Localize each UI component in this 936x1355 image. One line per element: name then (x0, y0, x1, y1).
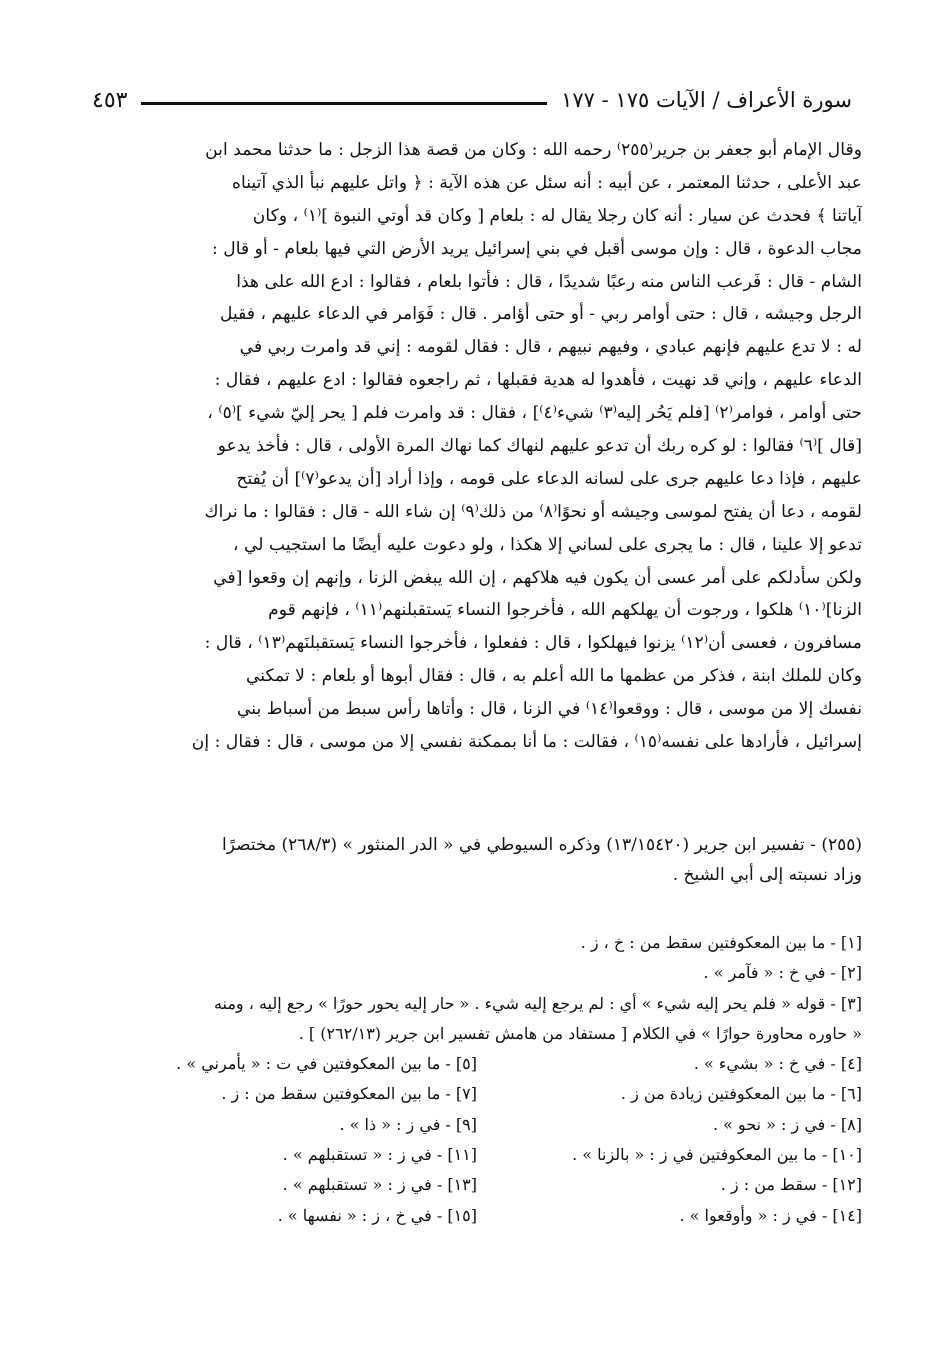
body-line: وكان للملك ابنة ، فذكر من عظمها ما الله أعلم به ، قال : فقال أبوها أو بلعام : لا تمكني (245, 666, 862, 687)
body-line: إسرائيل ، فأرادها على نفسه⁽١٥⁾ ، فقالت : ما أنا بممكنة نفسي إلا من موسى ، قال : فقال : إن (191, 732, 862, 753)
note-line: [١] - ما بين المعكوفتين سقط من : خ ، ز . (580, 933, 862, 952)
source-footnote (92, 830, 862, 890)
body-line: الزنا]⁽١٠⁾ هلكوا ، ورجوت أن يهلكهم الله ، فأخرجوا النساء يَستقبلنهم⁽١١⁾ ، فإنهم قوم (268, 600, 862, 621)
body-line: حتى أوامر ، فوامر⁽٢⁾ [فلم يَحُر إليه⁽٣⁾ شيء⁽٤⁾] ، فقال : قد وامرت فلم [ يحر إليّ شيء ]⁽٥⁾ ، (207, 403, 862, 424)
body-line: له : لا تدع عليهم فإنهم عبادي ، وفيهم نبيهم ، قال : فقال لقومه : إني قد وامرت ربي في (239, 337, 862, 358)
variant-notes (92, 928, 862, 1231)
source-footnote-line: (٢٥٥) - تفسير ابن جرير (١٣/١٥٤٢٠) وذكره السيوطي في « الدر المنثور » (٢٦٨/٣) مختصرًا (222, 835, 862, 855)
body-line: [قال ]⁽٦⁾ فقالوا : لو كره ربك أن تدعو عليهم لنهاك كما نهاك المرة الأولى ، قال : فأخذ يدعو (217, 436, 862, 457)
body-line: الرجل وجيشه ، قال : حتى أوامر ربي - أو حتى أؤامر . قال : فَوَامر في الدعاء عليهم ، فقيل (219, 304, 862, 325)
body-line: عليهم ، فإذا دعا عليهم جرى على لسانه الدعاء على قومه ، وإذا أراد [أن يدعو⁽٧⁾] أن يُفتح (236, 468, 862, 489)
body-text (92, 134, 862, 759)
body-line: لقومه ، دعا أن يفتح لموسى وجيشه أو نحوًا⁽٨⁾ من ذلك⁽٩⁾ إن شاء الله - قال : فقالوا : ما نراك (204, 501, 862, 522)
note-item: [٨] - في ز : « نحو » . (713, 1114, 862, 1134)
body-line: ولكن سأدلكم على أمر عسى أن يكون فيه هلاكهم ، إن الله يبغض الزنا ، وإنهم إن وقعوا [في (213, 567, 862, 588)
body-line: آياتنا ﴾ فحدث عن سيار : أنه كان رجلا يقال له : بلعام [ وكان قد أوتي النبوة ]⁽١⁾ ، وكان (252, 205, 862, 226)
header-rule (141, 102, 547, 105)
note-line: [٣] - قوله « فلم يحر إليه شيء » أي : لم يرجع إليه شيء . « حار إليه يحور حورًا » رجع إليه ، ومنه (213, 993, 862, 1013)
note-line: « حاوره محاورة حوارًا » في الكلام [ مستفاد من هامش تفسير ابن جرير (٢٦٢/١٣) ] . (298, 1023, 862, 1043)
note-pair (92, 1079, 862, 1109)
note-item: [١٢] - سقط من : ز . (720, 1175, 862, 1195)
note-pair (92, 1049, 862, 1079)
note-item: [١٣] - في ز : « تستقبلهم » . (282, 1175, 477, 1195)
body-line: نفسك إلا من موسى ، قال : ووقعوا⁽١٤⁾ في الزنا ، قال : وأتاها رأس سبط من أسباط بني (236, 699, 862, 720)
header-title: سورة الأعراف / الآيات ١٧٥ - ١٧٧ (561, 88, 852, 112)
body-line: تدعو إلا علينا ، قال : ما يجرى على لساني إلا هكذا ، ولو دعوت عليه أيضًا ما استجيب لي ، (232, 534, 862, 555)
body-line: مسافرون ، فعسى أن⁽١٢⁾ يزنوا فيهلكوا ، قال : ففعلوا ، فأخرجوا النساء يَستقبلنَهم⁽١٣⁾ ، قال : (204, 633, 862, 654)
page-number: ٤٥٣ (92, 87, 128, 113)
body-line: الشام - قال : فَرعب الناس منه رعبًا شديدًا ، قال : فأتوا بلعام ، فقالوا : ادع الله على هذا (236, 271, 862, 292)
note-pair (92, 1110, 862, 1140)
body-line: وقال الإمام أبو جعفر بن جرير⁽٢٥٥⁾ رحمه الله : وكان من قصة هذا الزجل : ما حدثنا محمد ابن (205, 140, 862, 160)
note-pair (92, 1140, 862, 1170)
running-header (92, 80, 852, 120)
note-item: [٥] - ما بين المعكوفتين في ت : « يأمرني » . (176, 1054, 477, 1074)
note-item: [١٥] - في خ ، ز : « نفسها » . (277, 1205, 477, 1225)
note-line: [٢] - في خ : « فآمر » . (703, 963, 862, 983)
note-item: [٤] - في خ : « بشيء » . (693, 1054, 862, 1074)
note-pair (92, 1201, 862, 1231)
note-item: [٩] - في ز : « ذا » . (339, 1114, 477, 1134)
note-item: [١١] - في ز : « تستقبلهم » . (282, 1145, 477, 1165)
note-item: [١٤] - في ز : « وأوقعوا » . (679, 1205, 862, 1225)
body-line: عبد الأعلى ، حدثنا المعتمر ، عن أبيه : أنه سئل عن هذه الآية : ﴿ واتل عليهم نبأ الذي آتيناه (232, 172, 862, 193)
note-item: [١٠] - ما بين المعكوفتين في ز : « بالزنا » . (572, 1145, 862, 1165)
body-line: مجاب الدعوة ، قال : وإن موسى أقبل في بني إسرائيل يريد الأرض التي فيها بلعام - أو قال : (211, 238, 862, 259)
note-pair (92, 1170, 862, 1200)
note-item: [٧] - ما بين المعكوفتين سقط من : ز . (221, 1084, 477, 1104)
source-footnote-line: وزاد نسبته إلى أبي الشيخ . (672, 865, 862, 885)
note-item: [٦] - ما بين المعكوفتين زيادة من ز . (620, 1084, 862, 1104)
body-line: الدعاء عليهم ، وإني قد نهيت ، فأهدوا له هدية فقبلها ، ثم راجعوه فقالوا : ادع عليهم ، فقال : (214, 370, 862, 391)
